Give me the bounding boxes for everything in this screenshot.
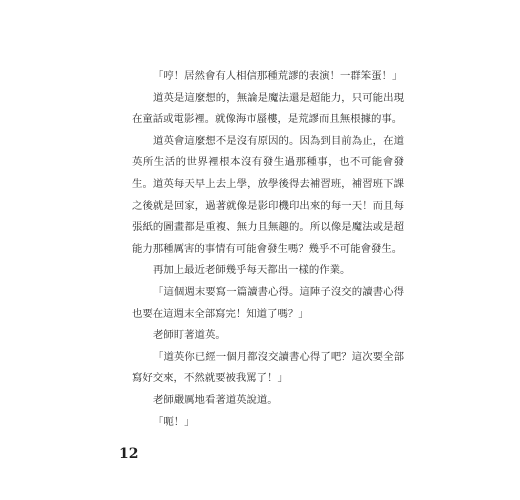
paragraph-5: 「這個週末要寫一篇讀書心得。這陣子沒交的讀書心得也要在這週末全部寫完！知道了嗎？」 bbox=[132, 285, 404, 320]
paragraph-1: 「哼！居然會有人相信那種荒謬的表演！一群笨蛋！」 bbox=[153, 70, 403, 82]
paragraph-2: 道英是這麼想的，無論是魔法還是超能力，只可能出現在童話或電影裡。就像海市蜃樓，是荒謬而且無根據的事。 bbox=[132, 91, 404, 126]
paragraph-7: 「道英你已經一個月都沒交讀書心得了吧？這次要全部寫好交來，不然就要被我罵了！」 bbox=[132, 350, 404, 385]
paragraph-9: 「呃！」 bbox=[153, 415, 195, 428]
paragraph-4: 再加上最近老師幾乎每天都出一樣的作業。 bbox=[153, 264, 351, 277]
paragraph-3: 道英會這麼想不是沒有原因的。因為到目前為止，在道英所生活的世界裡根本沒有發生過那種事，也不可能會發生。道英每天早上去上學，放學後得去補習班，補習班下課之後就是回家，過著就像是影印機印出來的每一天！而且每張紙的圖畫都是重複、無力且無趣的。所以像是魔法或是超能力那種厲害的事情有可能會發生嗎？幾乎不可能會發生。 bbox=[132, 134, 404, 255]
page-number: 12 bbox=[119, 446, 139, 462]
paragraph-8: 老師嚴厲地看著道英說道。 bbox=[153, 393, 278, 406]
paragraph-6: 老師盯著道英。 bbox=[153, 329, 226, 342]
body-text bbox=[132, 66, 404, 433]
